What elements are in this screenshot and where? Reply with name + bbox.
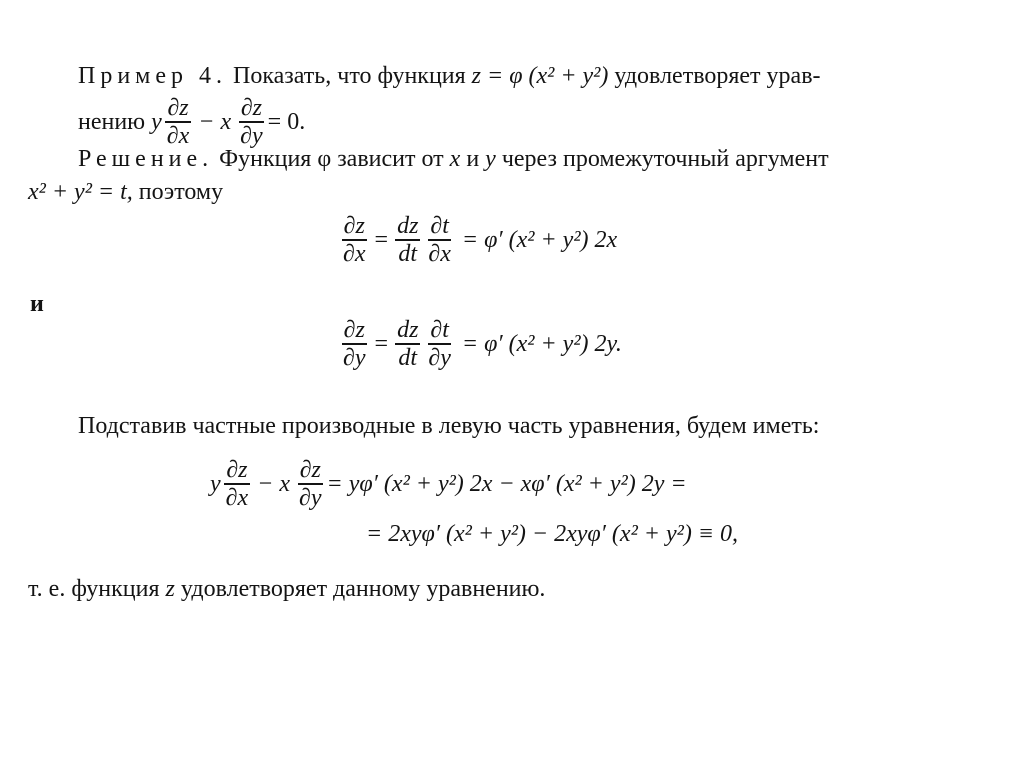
example-label: Пример 4. [78,63,228,89]
conclusion-var-z: z [165,576,175,602]
and-word: и [30,291,44,317]
solution-line-2 [28,178,223,206]
formula-2-frac-3: $\frac{\partial t}{\partial y}$ [428,317,451,371]
example-statement-line-1 [78,62,821,90]
solution-text-and: и [460,146,486,172]
formula-3-minus-x: − x [257,470,291,497]
eq-inline-frac-2: $\frac{\partial z}{\partial y}$ [240,95,263,149]
formula-1: $\frac{\partial z}{\partial x}$ = $\frac{dz}{dt}$ $\frac{\partial t}{\partial x}$ = φ′ (x² + y²) 2x [343,213,618,267]
formula-3-line-2 [366,520,738,548]
conclusion-text-2: удовлетворяет данному уравнению. [174,576,546,602]
solution-text-1: Функция φ зависит от [213,146,450,172]
formula-1-frac-2: $\frac{dz}{dt}$ [397,213,419,267]
example-equation-line [78,96,305,148]
eq-inline-minus-x: − x [198,108,232,135]
solution-line2-text: поэтому [132,179,224,205]
formula-3-rhs-line-1: = yφ′ (x² + y²) 2x − xφ′ (x² + y²) 2y = [326,470,687,497]
formula-3-rhs-line-2: = 2xyφ′ (x² + y²) − 2xyφ′ (x² + y²) ≡ 0, [366,521,738,547]
formula-1-frac-1: $\frac{\partial z}{\partial x}$ [343,213,366,267]
formula-1-rhs: = φ′ (x² + y²) 2x [461,226,618,253]
eq-inline-rhs: = 0. [267,108,306,135]
example-text-2: удовлетворяет урав- [608,63,821,89]
solution-var-y: y [485,146,496,172]
solution-line-1 [78,145,829,173]
conclusion-line [28,575,545,603]
eq-inline-y: y [151,108,162,135]
formula-1-frac-3: $\frac{\partial t}{\partial x}$ [428,213,451,267]
formula-2-frac-1: $\frac{\partial z}{\partial y}$ [343,317,366,371]
formula-3-frac-2: $\frac{\partial z}{\partial y}$ [299,457,322,511]
solution-text-2: через промежуточный аргумент [495,146,829,172]
eq-inline-frac-1: $\frac{\partial z}{\partial x}$ [166,95,190,149]
solution-var-x: x [449,146,461,172]
formula-3-frac-1: $\frac{\partial z}{\partial x}$ [225,457,249,511]
solution-line2-math: x² + y² = t, [28,179,133,205]
example-text-1: Показать, что функция [227,63,472,89]
formula-3-y: y [210,470,221,497]
formula-2-rhs: = φ′ (x² + y²) 2y. [461,330,622,357]
substitution-text: Подставив частные производные в левую часть уравнения, будем иметь: [78,413,820,439]
conclusion-text-1: т. е. функция [28,576,166,602]
example-function: z = φ (x² + y²) [471,63,609,89]
formula-2-frac-2: $\frac{dz}{dt}$ [397,317,419,371]
formula-3-line-1 [210,458,687,510]
formula-2: $\frac{\partial z}{\partial y}$ = $\frac{dz}{dt}$ $\frac{\partial t}{\partial y}$ = φ′ (x² + y²) 2y. [343,317,622,371]
solution-label: Решение. [78,146,214,172]
example-text-3: нению [78,108,146,135]
